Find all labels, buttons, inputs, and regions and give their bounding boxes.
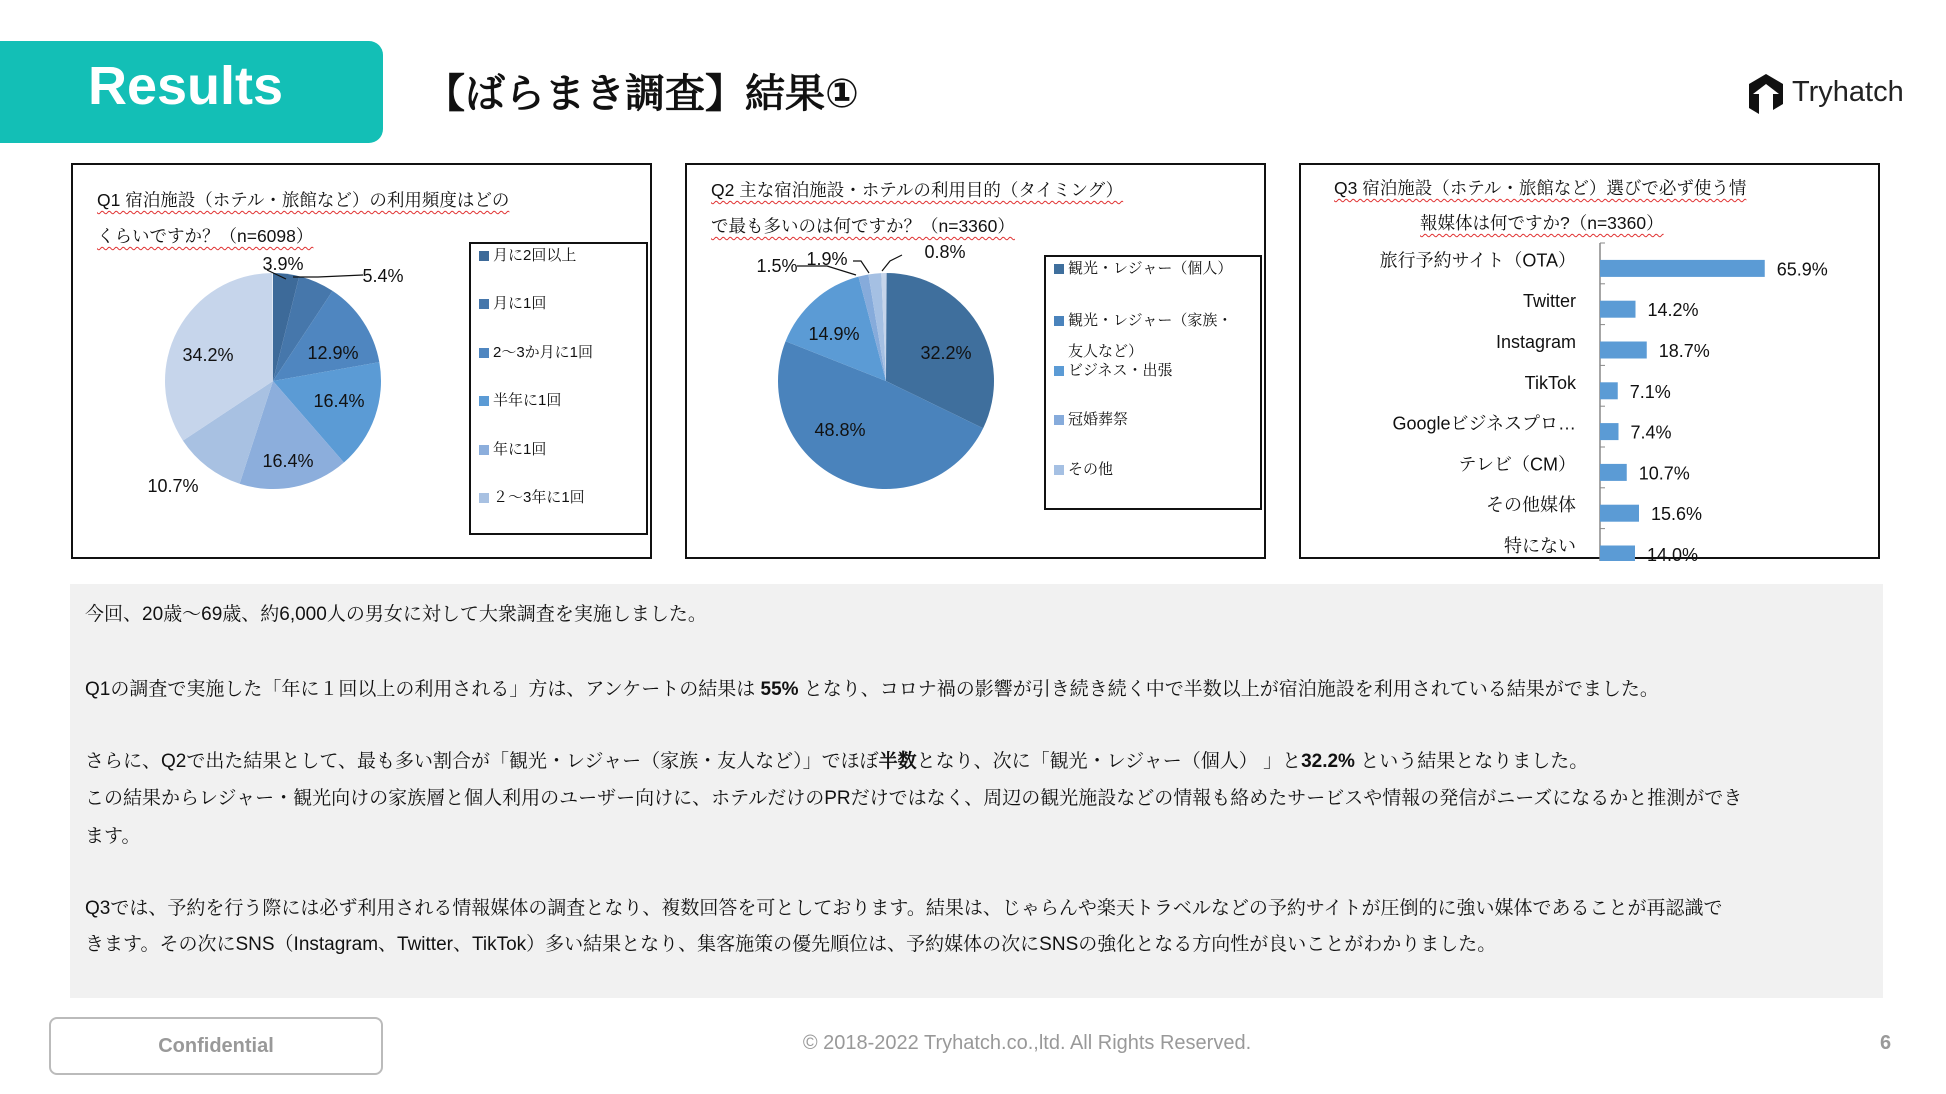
q1-leader-line (293, 275, 363, 277)
confidential-badge: Confidential (49, 1017, 383, 1075)
q3-category-label: 特にない (1504, 536, 1576, 556)
summary-highlight: 半数 (878, 751, 917, 772)
q2-legend-item (1054, 257, 1232, 278)
q2-legend-label: 観光・レジャー（個人） (1068, 260, 1233, 277)
q1-data-label: 10.7% (147, 476, 199, 496)
q2-data-label: 1.9% (806, 249, 848, 269)
q2-legend (1044, 255, 1262, 510)
summary-line (85, 674, 1659, 701)
q3-chart-panel (1299, 163, 1880, 559)
q1-legend-label: 月に2回以上 (493, 247, 577, 264)
q1-legend-label: 月に1回 (493, 295, 547, 312)
q3-bar (1600, 260, 1765, 277)
q1-legend-item (479, 389, 561, 410)
q1-title-line2-text: くらいですか？（n=6098） (97, 226, 314, 246)
legend-swatch (479, 493, 489, 503)
q3-category-label: TikTok (1524, 372, 1576, 393)
q1-legend-label: 年に1回 (493, 441, 547, 458)
q3-bar-chart (1301, 165, 1882, 561)
legend-swatch (1054, 465, 1064, 475)
legend-swatch (1054, 264, 1064, 274)
q3-bar (1600, 342, 1647, 359)
summary-panel (70, 584, 1883, 998)
legend-swatch (479, 348, 489, 358)
q3-bar (1600, 423, 1619, 440)
section-banner (0, 41, 383, 143)
summary-text: きます。その次にSNS（Instagram、Twitter、TikTok）多い結果となり、集客施策の優先順位は、予約媒体の次にSNSの強化となる方向性が良いことがわかりました。 (85, 934, 1497, 955)
q2-data-label: 1.5% (756, 256, 798, 276)
q1-data-label: 34.2% (182, 345, 234, 365)
logo-icon (1746, 72, 1786, 116)
q2-data-label: 0.8% (924, 242, 966, 262)
summary-text: となり、次に「観光・レジャー（個人） 」と (916, 751, 1302, 772)
q1-legend-item (479, 292, 546, 313)
summary-line (85, 599, 707, 626)
q2-legend-item (1054, 340, 1143, 361)
q3-category-label: テレビ（CM） (1458, 454, 1576, 475)
legend-swatch (1054, 366, 1064, 376)
legend-swatch (479, 299, 489, 309)
q3-data-label: 14.2% (1647, 300, 1699, 321)
q2-legend-label: 冠婚葬祭 (1068, 411, 1129, 428)
q1-legend-item (479, 341, 593, 362)
q2-legend-item (1054, 458, 1113, 479)
q3-bar (1600, 464, 1627, 481)
q3-bar (1600, 301, 1636, 318)
q1-data-label: 5.4% (362, 266, 404, 286)
q1-legend-label: 半年に1回 (493, 392, 562, 409)
summary-text: Q1の調査で実施した「年に１回以上の利用される」方は、アンケートの結果は (85, 679, 761, 700)
q3-data-label: 10.7% (1638, 463, 1690, 484)
legend-swatch (479, 445, 489, 455)
q2-title-line1: Q2 主な宿泊施設・ホテルの利用目的（タイミング） (711, 180, 1124, 200)
q3-title-line2-text: 報媒体は何ですか?（n=3360） (1420, 213, 1664, 233)
q3-category-label: Twitter (1522, 291, 1576, 312)
q2-data-label: 48.8% (814, 420, 866, 440)
q3-category-label: その他媒体 (1486, 495, 1576, 516)
summary-text: この結果からレジャー・観光向けの家族層と個人利用のユーザー向けに、ホテルだけのPRだけではなく、周辺の観光施設などの情報も絡めたサービスや情報の発信がニーズになるかと推測ができ (85, 788, 1743, 809)
summary-highlight: 32.2% (1301, 751, 1355, 772)
q3-category-label: 旅行予約サイト（OTA） (1379, 250, 1576, 271)
summary-highlight: 55% (760, 679, 799, 700)
q3-bar (1600, 382, 1618, 399)
q1-data-label: 3.9% (262, 254, 304, 274)
summary-text: Q3では、予約を行う際には必ず利用される情報媒体の調査となり、複数回答を可としております。結果は、じゃらんや楽天トラベルなどの予約サイトが圧倒的に強い媒体であることが再認識で (85, 898, 1723, 919)
q1-legend (469, 242, 648, 535)
q1-legend-item (479, 438, 546, 459)
page-number: 6 (1880, 1032, 1892, 1054)
q3-bar (1600, 546, 1635, 562)
q3-data-label: 65.9% (1776, 259, 1828, 280)
q3-category-label: Googleビジネスプロ… (1392, 413, 1576, 434)
q2-legend-label: 友人など） (1068, 343, 1144, 360)
q2-legend-item (1054, 309, 1232, 330)
q2-chart-panel (685, 163, 1266, 559)
q2-legend-label: その他 (1068, 461, 1114, 478)
q1-chart-panel (71, 163, 652, 559)
q3-data-label: 7.4% (1630, 422, 1672, 443)
summary-line (85, 821, 140, 848)
legend-swatch (1054, 316, 1064, 326)
q3-bar (1600, 505, 1639, 522)
summary-text: さらに、Q2で出た結果として、最も多い割合が「観光・レジャー（家族・友人など）」でほぼ (85, 751, 879, 772)
q3-category-label: Instagram (1495, 332, 1576, 352)
legend-swatch (479, 251, 489, 261)
q1-data-label: 16.4% (313, 391, 365, 411)
q2-data-label: 14.9% (808, 324, 860, 344)
summary-line (85, 893, 1723, 920)
summary-line (85, 929, 1496, 956)
q2-leader-line (882, 255, 902, 271)
q3-title-line1: Q3 宿泊施設（ホテル・旅館など）選びで必ず使う情 (1334, 178, 1747, 198)
q2-leader-line (853, 261, 869, 273)
q1-legend-item (479, 486, 585, 507)
q3-data-label: 14.0% (1647, 545, 1699, 561)
q2-data-label: 32.2% (920, 343, 972, 363)
summary-text: 今回、20歳〜69歳、約6,000人の男女に対して大衆調査を実施しました。 (85, 604, 707, 625)
legend-swatch (1054, 415, 1064, 425)
logo-text: Tryhatch (1792, 76, 1904, 108)
summary-text: という結果となりました。 (1354, 751, 1589, 772)
q1-legend-item (479, 244, 576, 265)
q2-legend-label: 観光・レジャー（家族・ (1068, 312, 1233, 329)
company-logo (1746, 72, 1906, 116)
page-title: 【ばらまき調査】結果① (425, 72, 859, 116)
summary-line (85, 783, 1742, 810)
summary-text: ます。 (85, 826, 141, 847)
q3-data-label: 7.1% (1629, 381, 1671, 402)
q1-data-label: 16.4% (262, 451, 314, 471)
q2-title-line2-text: で最も多いのは何ですか？（n=3360） (711, 216, 1015, 236)
q2-legend-item (1054, 359, 1173, 380)
q1-legend-label: ２〜3年に1回 (493, 489, 585, 506)
q1-title-line1: Q1 宿泊施設（ホテル・旅館など）の利用頻度はどの (97, 190, 510, 210)
q2-legend-item (1054, 408, 1128, 429)
q1-data-label: 12.9% (307, 343, 359, 363)
q3-data-label: 18.7% (1658, 341, 1710, 361)
summary-line (85, 746, 1588, 773)
q3-data-label: 15.6% (1651, 504, 1703, 525)
copyright: © 2018-2022 Tryhatch.co.,ltd. All Rights Reserved. (802, 1032, 1252, 1054)
summary-text: となり、コロナ禍の影響が引き続き続く中で半数以上が宿泊施設を利用されている結果がでました。 (798, 679, 1659, 700)
legend-swatch (479, 396, 489, 406)
q1-legend-label: 2〜3か月に1回 (493, 344, 594, 361)
q2-legend-label: ビジネス・出張 (1068, 362, 1173, 379)
section-label: Results (88, 56, 284, 116)
